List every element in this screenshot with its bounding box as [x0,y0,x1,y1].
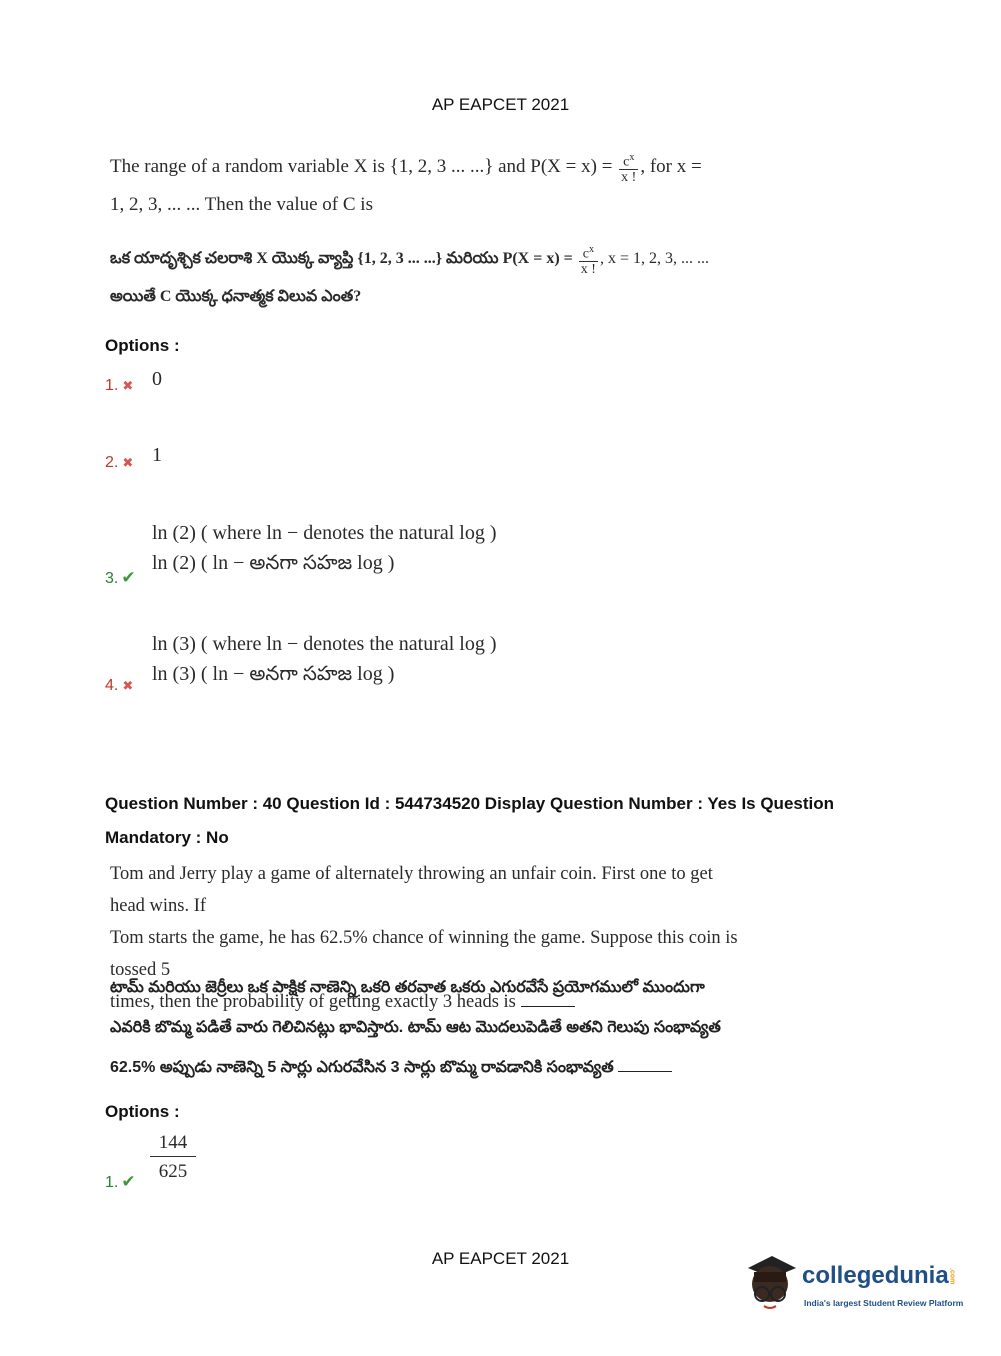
wrong-icon: ✖ [122,378,134,393]
option-3-value-telugu: ln (2) ( ln − అనగా సహజ log ) [152,552,395,574]
check-icon: ✔ [121,1172,136,1191]
wrong-icon: ✖ [122,678,134,693]
logo-tagline: India's largest Student Review Platform [804,1298,964,1308]
check-icon: ✔ [121,568,136,587]
question-text-english [110,148,870,224]
question-line-2: 1, 2, 3, ... ... Then the value of C is [110,194,373,215]
answer-blank-telugu [618,1059,672,1072]
probability-fraction: $\frac{c^x}{x !}$ [621,151,637,186]
question-40-text-english: Tom and Jerry play a game of alternately throwing an unfair coin. First one to get head wins. If Tom starts the game, he has 62.5% chance of winning the game. Suppose this coin is tossed 5 times, then the probability of getting exactly 3 heads is [110,864,738,1012]
option-3-number: 3. ✔ [105,568,136,587]
option-4-number: 4. ✖ [105,677,134,694]
option-1-fraction: $\frac{144}{625}$ [150,1130,196,1187]
option-2-value: 1 [152,444,162,466]
option-3-value-english: ln (2) ( where ln − denotes the natural log ) [152,522,497,544]
option-4-value-telugu: ln (3) ( ln − అనగా సహజ log ) [152,663,395,685]
telugu-line-2: అయితే C యొక్క ధనాత్మక విలువ ఎంత? [110,288,362,305]
option-2-number: 2. ✖ [105,454,134,471]
wrong-icon: ✖ [122,455,134,470]
page-footer: AP EAPCET 2021 [431,1249,570,1268]
question-line-1: The range of a random variable X is {1, 2, 3 ... ...} and P(X = x) = $\frac{c^x}{x !}$ , for x = [110,151,702,186]
logo-wordmark: collegedunia.com [802,1262,956,1289]
option-4-value-english: ln (3) ( where ln − denotes the natural log ) [152,633,497,655]
telugu-line-1: ఒక యాదృశ్చిక చలరాశి X యొక్క వ్యాప్తి {1, 2, 3 ... ...} మరియు P(X = x) = $\frac{c^x}{x !}$ , x = 1, 2, 3, ... ... [110,243,709,278]
option-1-number: 1. ✖ [105,377,134,394]
telugu-probability-fraction: $\frac{c^x}{x !}$ [580,243,596,278]
page-header: AP EAPCET 2021 [431,95,570,114]
question-40-text-telugu: టామ్ మరియు జెర్రీలు ఒక పాక్షిక నాణెన్ని ఒకరి తరవాత ఒకరు ఎగురవేసే ప్రయోగములో ముందుగా ఎవరికి బొమ్మ పడితే వారు గెలిచినట్లు భావిస్తారు. టామ్ ఆట మొదలుపెడితే అతని గెలుపు సంభావ్యత 62.5% అప్పుడు నాణెన్ని 5 సార్లు ఎగురవేసిన 3 సార్లు బొమ్మ రావడానికి సంభావ్యత [110,979,721,1076]
option-1-value: 0 [152,368,162,390]
collegedunia-logo-icon [742,1250,802,1321]
q40-option-1-number: 1. ✔ [105,1172,136,1191]
options-label: Options : [105,336,180,355]
question-meta: Question Number : 40 Question Id : 544734520 Display Question Number : Yes Is Question Mandatory : No [105,794,835,847]
options-label-40: Options : [105,1102,180,1121]
question-text-telugu [110,240,870,316]
